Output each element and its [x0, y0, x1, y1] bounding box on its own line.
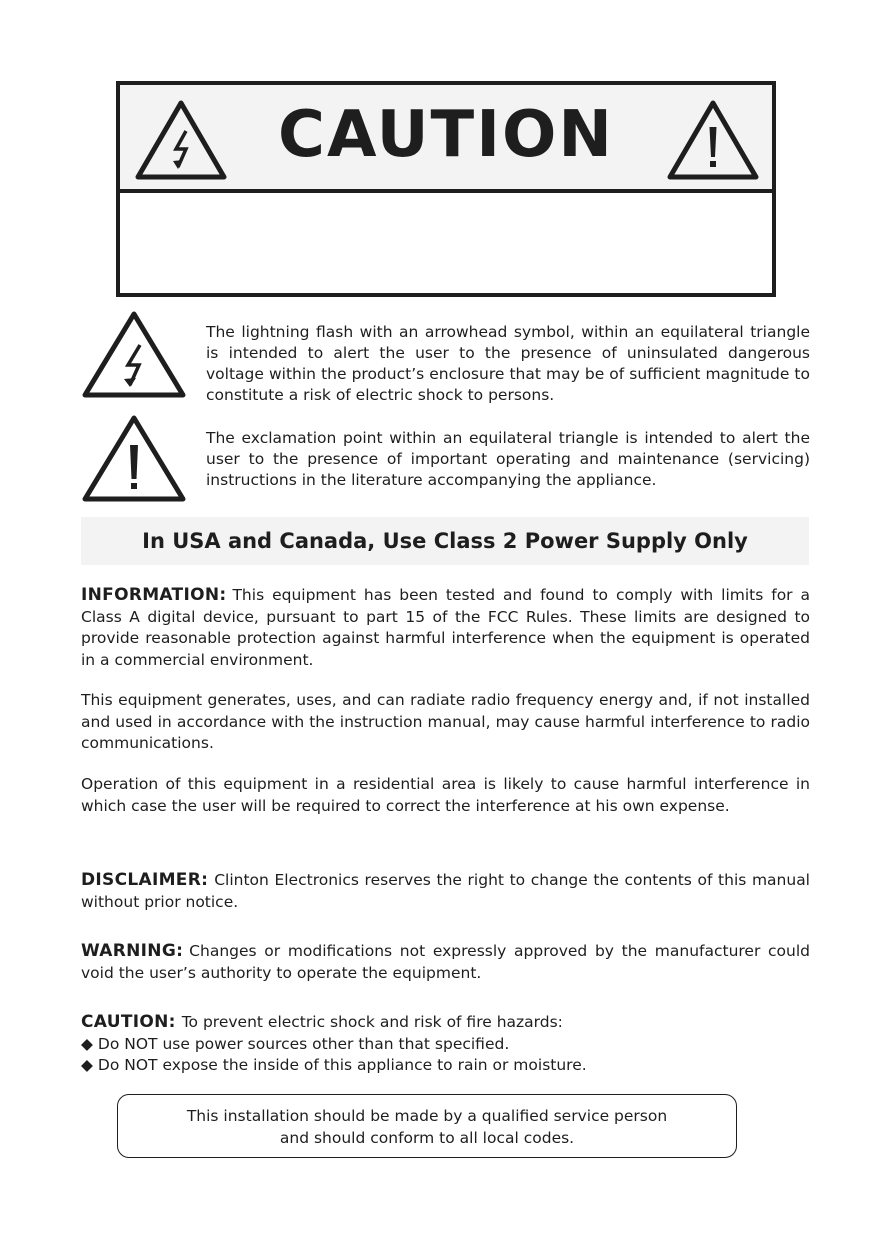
- warning-text: Changes or modifications not expressly approved by the manufacturer could void the user’s authority to operate the equipment.: [81, 942, 810, 982]
- power-supply-banner: In USA and Canada, Use Class 2 Power Supply Only: [81, 517, 809, 565]
- warning-label: WARNING:: [81, 941, 184, 961]
- exclamation-warning-icon: [664, 97, 762, 185]
- residential-paragraph: Operation of this equipment in a residential area is likely to cause harmful interference in which case the user will be required to correct the interference at his own expense.: [81, 775, 810, 815]
- notice-line: This installation should be made by a qualified service person: [186, 1107, 668, 1125]
- disclaimer-label: DISCLAIMER:: [81, 870, 209, 890]
- bullet-text: Do NOT use power sources other than that specified.: [97, 1034, 510, 1053]
- list-item: [81, 1034, 810, 1056]
- notice-line: and should conform to all local codes.: [279, 1129, 575, 1147]
- lightning-warning-icon: [80, 309, 188, 403]
- caution-text: To prevent electric shock and risk of fire hazards:: [181, 1013, 563, 1031]
- caution-header: [120, 85, 772, 193]
- warning-paragraph: [81, 941, 810, 984]
- radio-energy-paragraph: This equipment generates, uses, and can radiate radio frequency energy and, if not installed and used in accordance with the instruction manual, may cause harmful interference to radio communications.: [81, 691, 810, 752]
- exclamation-warning-icon: [80, 413, 188, 507]
- caution-intro: [81, 1012, 810, 1034]
- exclamation-symbol-description: The exclamation point within an equilateral triangle is intended to alert the user to the presence of important operating and maintenance (servicing) instructions in the literature accompanying the appliance.: [206, 429, 810, 489]
- lightning-symbol-description: The lightning flash with an arrowhead symbol, within an equilateral triangle is intended to alert the user to the presence of uninsulated dangerous voltage within the product’s enclosure that may be of sufficient magnitude to constitute a risk of electric shock to persons.: [206, 323, 810, 404]
- disclaimer-text: Clinton Electronics reserves the right to change the contents of this manual without prior notice.: [81, 871, 810, 911]
- installation-notice-box: [117, 1094, 737, 1158]
- diamond-bullet-icon: ◆: [81, 1056, 93, 1074]
- disclaimer-paragraph: [81, 870, 810, 913]
- diamond-bullet-icon: ◆: [81, 1034, 93, 1053]
- information-label: INFORMATION:: [81, 585, 227, 605]
- caution-label: CAUTION:: [81, 1012, 176, 1032]
- caution-section: [81, 1012, 810, 1077]
- bullet-text: Do NOT expose the inside of this appliance to rain or moisture.: [97, 1056, 587, 1074]
- information-text: This equipment has been tested and found to comply with limits for a Class A digital device, pursuant to part 15 of the FCC Rules. These limits are designed to provide reasonable protection against harmful interference when the equipment is operated in a commercial environment.: [81, 586, 810, 669]
- caution-title: CAUTION: [278, 98, 614, 172]
- list-item: [81, 1055, 810, 1077]
- information-paragraph: [81, 585, 810, 671]
- caution-box: [116, 81, 776, 297]
